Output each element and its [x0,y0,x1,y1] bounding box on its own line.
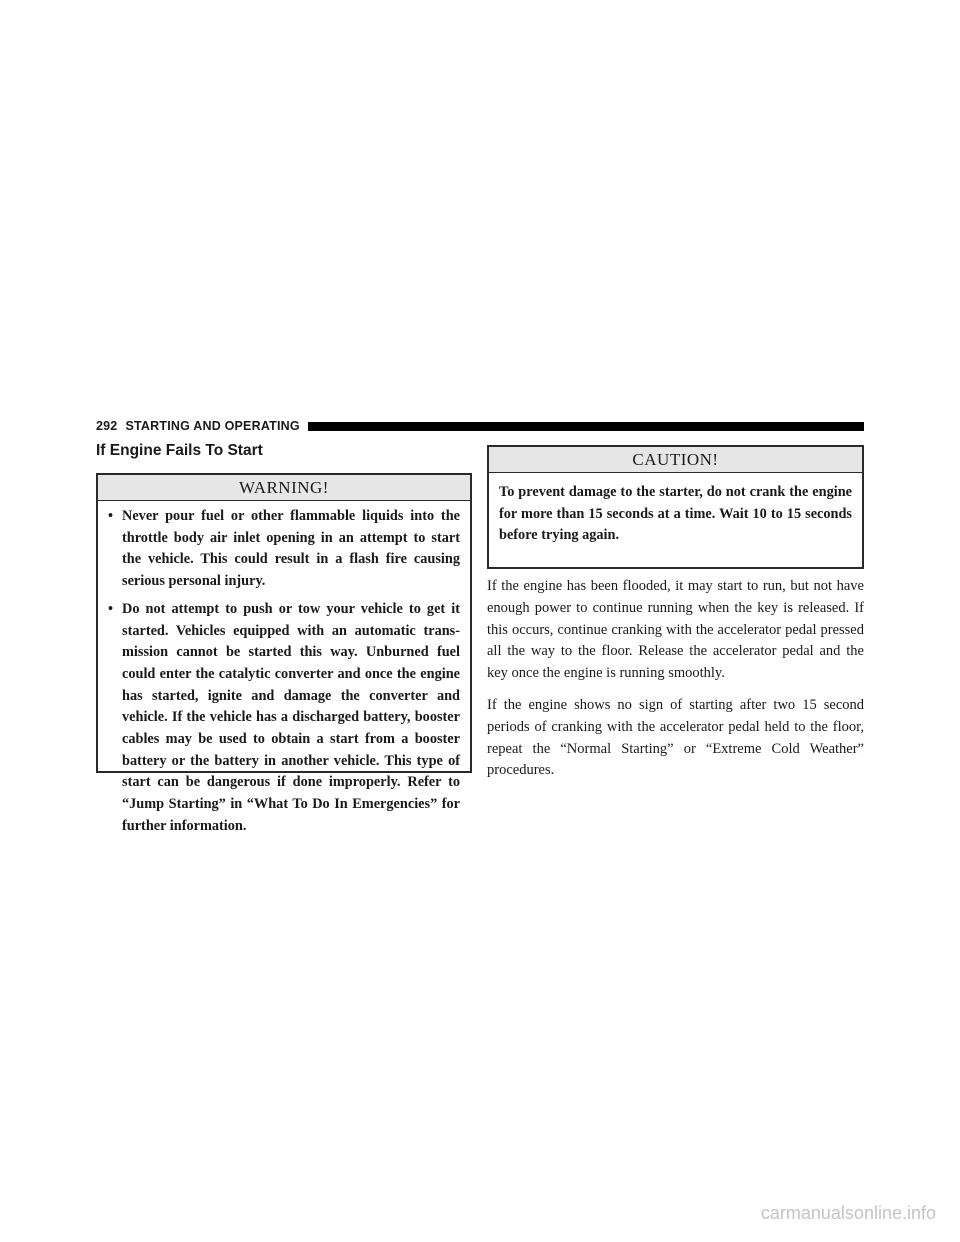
section-heading: If Engine Fails To Start [96,442,263,459]
body-text [487,576,864,792]
caution-box [487,445,864,569]
warning-list [108,506,460,838]
warning-body [98,501,470,838]
paragraph: If the engine shows no sign of starting after two 15 second periods of cranking with the accelerator pedal held to the floor, repeat the “Normal Starting” or “Extreme Cold Weather” procedures. [487,696,864,779]
page-header [96,418,864,434]
paragraph: If the engine has been flooded, it may start to run, but not have enough power to continue running when the key is released. If this occurs, continue cranking with the accelerator pedal pressed all the way to the floor. Release the accelerator pedal and the key once the engine is running smoothly. [487,578,864,682]
caution-text: To prevent damage to the starter, do not crank the engine for more than 15 seconds at a time. Wait 10 to 15 seconds before trying again. [499,484,852,544]
caution-title: CAUTION! [489,447,862,473]
watermark: carmanualsonline.info [760,1203,936,1223]
warning-title: WARNING! [98,475,470,501]
warning-item: • Do not attempt to push or tow your vehicle to get it started. Vehicles equipped with an automatic transmission cannot be started this way. Unburned fuel could enter the catalytic converter and once the engine has started, ignite and damage the converter and vehicle. If the vehicle has a discharged battery, booster cables may be used to obtain a start from a booster battery or the battery in another vehicle. This type of start can be dangerous if done improperly. Refer to “Jump Starting” in “What To Do In Emergencies” for further information. [108,599,460,838]
section-title: STARTING AND OPERATING [125,419,300,433]
page-number: 292 [96,419,118,433]
header-rule [308,422,864,431]
warning-item: • Never pour fuel or other flammable liquids into the throttle body air inlet opening in an attempt to start the vehicle. This could result in a flash fire causing serious personal injury. [108,506,460,593]
warning-box [96,473,472,834]
